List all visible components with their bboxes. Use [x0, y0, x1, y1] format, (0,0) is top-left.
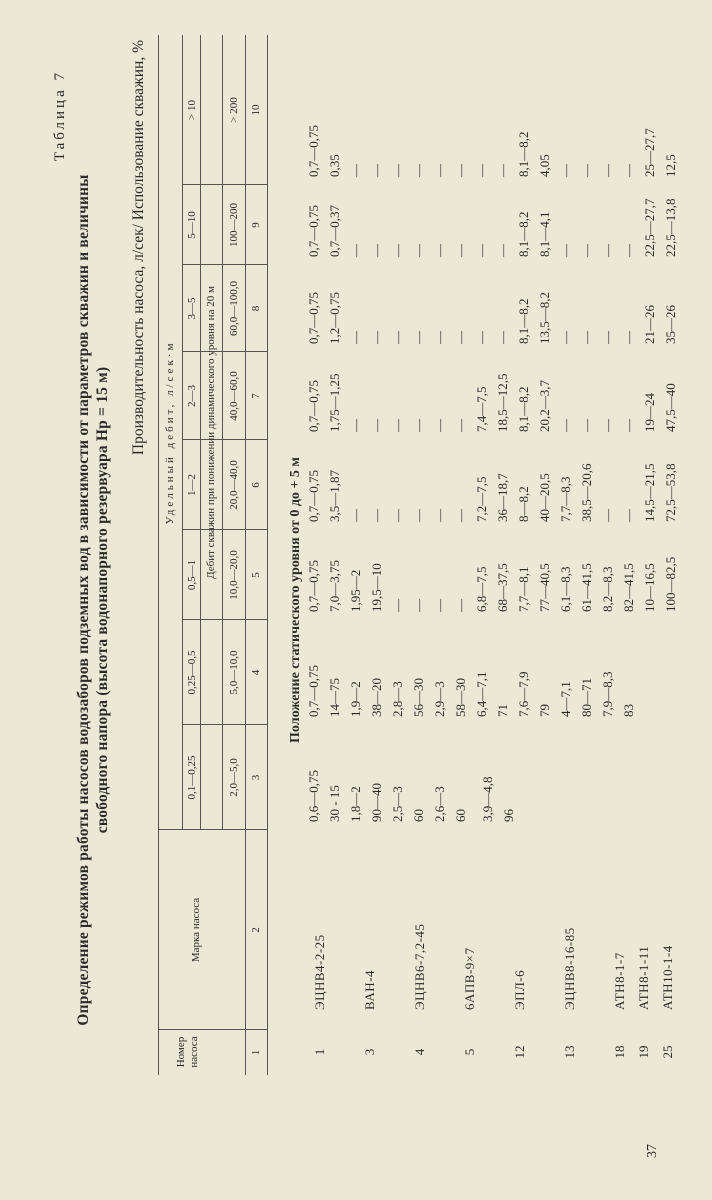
specific-debit-header: 0,1—0,25: [186, 755, 198, 800]
table-cell: —: [390, 419, 405, 432]
table-cell: —: [495, 164, 510, 177]
table-cell: —: [621, 164, 636, 177]
table-cell: 3,9—4,8: [480, 776, 495, 822]
table-cell: 2,5—3: [390, 786, 405, 822]
table-cell: 4—7,1: [558, 681, 573, 717]
table-cell: —: [453, 244, 468, 257]
table-cell: —: [558, 244, 573, 257]
pump-brand: ЭПЛ-6: [512, 969, 527, 1010]
row-number: 3: [362, 1048, 377, 1056]
column-index: 6: [250, 482, 262, 488]
table-cell: —: [411, 419, 426, 432]
table-cell: 35—26: [663, 305, 678, 344]
table-cell: 7,7—8,3: [558, 476, 573, 522]
table-cell: —: [621, 419, 636, 432]
table-cell: 0,7—0,75: [306, 292, 321, 344]
table-cell: 25—27,7: [642, 128, 657, 177]
column-index: 4: [250, 669, 262, 676]
table-cell: —: [432, 419, 447, 432]
table-cell: 2,9—3: [432, 681, 447, 717]
table-cell: —: [411, 331, 426, 344]
table-cell: 2,8—3: [390, 681, 405, 717]
column-index: 3: [250, 774, 262, 781]
table-cell: 21—26: [642, 305, 657, 344]
debit-header: 5,0—10,0: [228, 650, 240, 695]
column-index: 10: [250, 104, 262, 116]
pump-brand: ЭЦНВ8-16-85: [562, 927, 577, 1010]
table-cell: 38—20: [369, 678, 384, 717]
table-cell: —: [432, 331, 447, 344]
pump-brand: ЭЦНВ6-7,2-45: [412, 923, 427, 1010]
table-cell: —: [621, 509, 636, 522]
table-cell: 36—18,7: [495, 473, 510, 522]
table-cell: 71: [495, 704, 510, 717]
table-cell: —: [369, 164, 384, 177]
table-cell: —: [453, 164, 468, 177]
table-cell: 40—20,5: [537, 473, 552, 522]
table-cell: 0,7—0,37: [327, 205, 342, 257]
row-number: 12: [512, 1045, 527, 1059]
table-cell: 38,5—20,6: [579, 463, 594, 522]
debit-header: 10,0—20,0: [228, 550, 240, 600]
table-cell: 6,1—8,3: [558, 566, 573, 612]
table-cell: 8,1—4,1: [537, 211, 552, 257]
table-cell: 83: [621, 704, 636, 717]
table-cell: 56—30: [411, 678, 426, 717]
table-cell: 14—75: [327, 678, 342, 717]
header-col-brand: Марка насоса: [190, 897, 202, 963]
table-cell: 1,95—2: [348, 569, 363, 612]
table-cell: 47,5—40: [663, 383, 678, 432]
column-index: 9: [250, 222, 262, 228]
table-cell: 0,7—0,75: [306, 560, 321, 612]
table-cell: —: [411, 164, 426, 177]
table-cell: 0,7—0,75: [306, 380, 321, 432]
table-cell: —: [579, 244, 594, 257]
specific-debit-header: > 10: [186, 100, 198, 120]
column-index: 1: [250, 1049, 262, 1056]
table-cell: —: [453, 509, 468, 522]
table-cell: 0,7—0,75: [306, 205, 321, 257]
table-cell: —: [432, 244, 447, 257]
table-cell: 13,5—8,2: [537, 292, 552, 344]
table-cell: 1,75—1,25: [327, 373, 342, 432]
table-cell: 82—41,5: [621, 563, 636, 612]
table-cell: 0,7—0,75: [306, 470, 321, 522]
table-cell: 14,5—21,5: [642, 463, 657, 522]
header-group: Удельный дебит, л/сек·м: [164, 340, 176, 525]
table-cell: —: [369, 509, 384, 522]
table-cell: 6,8—7,5: [474, 566, 489, 612]
table-cell: —: [432, 164, 447, 177]
table-cell: —: [600, 244, 615, 257]
table-cell: —: [390, 331, 405, 344]
table-cell: —: [579, 331, 594, 344]
table-cell: —: [600, 331, 615, 344]
table-cell: 79: [537, 704, 552, 717]
table-subtitle: Производительность насоса, л/сек/ Использование скважин, %: [130, 40, 147, 456]
table-cell: 2,6—3: [432, 786, 447, 822]
header-debit-title: Дебит скважин при понижении динамического уровня на 20 м: [205, 286, 217, 579]
table-cell: —: [369, 244, 384, 257]
debit-header: > 200: [228, 97, 240, 123]
table-cell: 0,7—0,75: [306, 665, 321, 717]
table-cell: —: [621, 244, 636, 257]
row-number: 1: [312, 1048, 327, 1056]
table-cell: 72,5—53,8: [663, 463, 678, 522]
table-cell: —: [558, 419, 573, 432]
table-cell: —: [411, 244, 426, 257]
title-line-1: Определение режимов работы насосов водозаборов подземных вод в зависимости от параметров скважин и величины: [75, 174, 92, 1026]
table-cell: —: [579, 419, 594, 432]
table-cell: 80—71: [579, 678, 594, 717]
row-number: 5: [462, 1048, 477, 1056]
table-cell: —: [348, 331, 363, 344]
table-cell: 19—24: [642, 393, 657, 432]
table-cell: 12,5: [663, 154, 678, 177]
row-number: 19: [636, 1045, 651, 1059]
row-number: 25: [660, 1045, 675, 1059]
table-title: [74, 140, 112, 1060]
specific-debit-header: 1—2: [186, 474, 198, 496]
debit-header: 40,0—60,0: [228, 371, 240, 421]
debit-header: 2,0—5,0: [228, 758, 240, 797]
debit-header: 60,0—100,0: [228, 281, 240, 336]
table-cell: 3,5—1,87: [327, 470, 342, 522]
table-cell: 6,4—7,1: [474, 671, 489, 717]
table-cell: 58—30: [453, 678, 468, 717]
table-cell: 22,5—27,7: [642, 198, 657, 257]
table-cell: 0,6—0,75: [306, 770, 321, 822]
table-cell: —: [453, 419, 468, 432]
table-cell: —: [474, 331, 489, 344]
table-cell: 7,0—3,75: [327, 560, 342, 612]
column-index: 8: [250, 305, 262, 312]
table-cell: 77—40,5: [537, 563, 552, 612]
table-cell: 8,1—8,2: [516, 211, 531, 257]
table-cell: —: [495, 244, 510, 257]
table-cell: 30 - 15: [327, 785, 342, 822]
table-cell: —: [369, 419, 384, 432]
table-cell: 0,7—0,75: [306, 125, 321, 177]
table-cell: 1,8—2: [348, 786, 363, 822]
specific-debit-header: 2—3: [186, 385, 198, 407]
table-cell: —: [411, 599, 426, 612]
table-cell: —: [390, 164, 405, 177]
table-cell: —: [495, 331, 510, 344]
debit-header: 20,0—40,0: [228, 460, 240, 510]
table-cell: 7,2—7,5: [474, 476, 489, 522]
section-title: Положение статического уровня от 0 до + 5 м: [288, 457, 303, 743]
specific-debit-header: 0,5—1: [186, 559, 198, 591]
table-cell: 20,2—3,7: [537, 380, 552, 432]
table-cell: —: [432, 509, 447, 522]
table-cell: 8,1—8,2: [516, 386, 531, 432]
table-cell: 90—40: [369, 783, 384, 822]
table-cell: —: [600, 164, 615, 177]
table-cell: 0,35: [327, 154, 342, 177]
pump-brand: ВАН-4: [362, 970, 377, 1010]
table-cell: 68—37,5: [495, 563, 510, 612]
table-cell: —: [348, 419, 363, 432]
table-cell: —: [369, 331, 384, 344]
table-cell: 1,9—2: [348, 681, 363, 717]
table-cell: 7,6—7,9: [516, 671, 531, 717]
table-cell: 7,9—8,3: [600, 671, 615, 717]
specific-debit-header: 0,25—0,5: [186, 650, 198, 695]
table-cell: —: [348, 244, 363, 257]
pump-brand: АТН10-1-4: [660, 945, 675, 1010]
row-number: 18: [612, 1045, 627, 1059]
table-cell: —: [474, 244, 489, 257]
table-cell: —: [558, 331, 573, 344]
column-index: 2: [250, 927, 262, 933]
table-cell: —: [474, 164, 489, 177]
table-cell: 100—82,5: [663, 556, 678, 612]
table-cell: 4,05: [537, 154, 552, 177]
table-cell: 8,1—8,2: [516, 298, 531, 344]
table-cell: 60: [453, 809, 468, 822]
row-number: 13: [562, 1045, 577, 1059]
table-cell: 7,7—8,1: [516, 566, 531, 612]
table-cell: —: [600, 509, 615, 522]
table-cell: 18,5—12,5: [495, 373, 510, 432]
table-cell: —: [390, 599, 405, 612]
table-cell: —: [390, 244, 405, 257]
table-cell: —: [558, 164, 573, 177]
table-cell: —: [411, 509, 426, 522]
title-line-2: свободного напора (высота водонапорного резервуара Нр = 15 м): [94, 366, 111, 834]
specific-debit-header: 5—10: [186, 211, 198, 239]
table-cell: —: [600, 419, 615, 432]
page-number: 37: [645, 1144, 660, 1158]
table-cell: 61—41,5: [579, 563, 594, 612]
table-cell: 60: [411, 809, 426, 822]
column-index: 7: [250, 393, 262, 399]
row-number: 4: [412, 1048, 427, 1056]
pump-brand: АТН8-1-11: [636, 945, 651, 1010]
table-cell: 19,5—10: [369, 563, 384, 612]
table-cell: —: [453, 599, 468, 612]
table-cell: —: [348, 509, 363, 522]
pump-brand: 6АПВ-9×7: [462, 947, 477, 1010]
table-cell: 10—16,5: [642, 563, 657, 612]
table-label: Таблица 7: [52, 70, 68, 162]
table-cell: —: [621, 331, 636, 344]
debit-header: 100—200: [228, 203, 240, 247]
table-cell: 22,5—13,8: [663, 198, 678, 257]
table-cell: —: [579, 164, 594, 177]
table-cell: 8,1—8,2: [516, 131, 531, 177]
pump-brand: АТН8-1-7: [612, 952, 627, 1010]
table-cell: 1,2—0,75: [327, 292, 342, 344]
table-cell: —: [453, 331, 468, 344]
table-cell: 8—8,2: [516, 486, 531, 522]
table-cell: —: [432, 599, 447, 612]
specific-debit-header: 3—5: [186, 297, 198, 320]
table-cell: —: [390, 509, 405, 522]
table-cell: 7,4—7,5: [474, 386, 489, 432]
table-cell: 8,2—8,3: [600, 566, 615, 612]
header-col-num: Номер насоса: [175, 1036, 200, 1068]
table-cell: 96: [501, 809, 516, 822]
table-cell: —: [348, 164, 363, 177]
pump-brand: ЭЦНВ4-2-25: [312, 934, 327, 1010]
column-index: 5: [250, 572, 262, 578]
